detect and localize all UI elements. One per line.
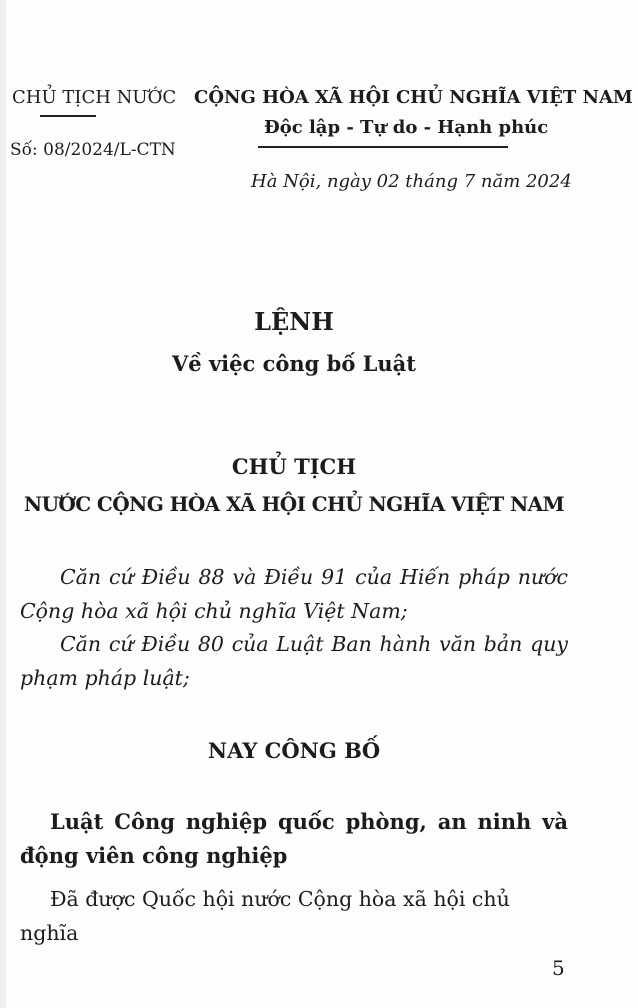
motto-underline <box>258 146 508 148</box>
authority-line2: NƯỚC CỘNG HÒA XÃ HỘI CHỦ NGHĨA VIỆT NAM <box>23 492 565 516</box>
motto: Độc lập - Tự do - Hạnh phúc <box>264 117 549 138</box>
issuer-underline <box>40 115 96 117</box>
basis-paragraph: Căn cứ Điều 88 và Điều 91 của Hiến pháp nước Cộng hòa xã hội chủ nghĩa Việt Nam; <box>20 565 568 623</box>
authority-line1: CHỦ TỊCH <box>231 454 357 479</box>
law-name: Luật Công nghiệp quốc phòng, an ninh và động viên công nghiệp <box>20 809 568 868</box>
proclaim-heading: NAY CÔNG BỐ <box>207 738 381 763</box>
body-text: Đã được Quốc hội nước Cộng hòa xã hội chủ nghĩa <box>20 887 510 945</box>
country-name: CỘNG HÒA XÃ HỘI CHỦ NGHĨA VIỆT NAM <box>194 87 633 108</box>
issuer: CHỦ TỊCH NƯỚC <box>12 87 177 108</box>
document-subtitle: Về việc công bố Luật <box>171 351 416 376</box>
page-number: 5 <box>552 956 565 980</box>
basis-paragraph: Căn cứ Điều 80 của Luật Ban hành văn bản quy phạm pháp luật; <box>20 632 568 690</box>
place-date: Hà Nội, ngày 02 tháng 7 năm 2024 <box>251 171 572 192</box>
document-title: LỆNH <box>254 307 334 336</box>
document-number: Số: 08/2024/L-CTN <box>10 140 176 160</box>
